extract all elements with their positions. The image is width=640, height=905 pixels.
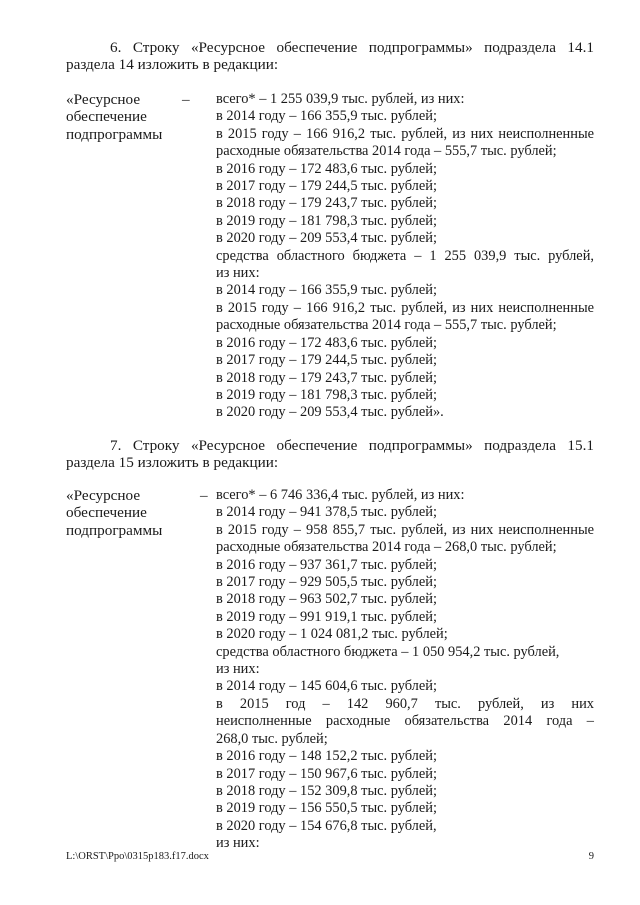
file-path: L:\ORST\Ppo\0315p183.f17.docx — [66, 851, 209, 862]
content-line: расходные обязательства 2014 года – 268,0 тыс. рублей; — [216, 539, 557, 556]
content-line: в 2017 году – 929 505,5 тыс. рублей; — [216, 574, 437, 591]
content-line: неисполненные расходные обязательства 2014 года – — [216, 713, 594, 730]
content-line: из них: — [216, 661, 260, 678]
content-line: в 2016 году – 172 483,6 тыс. рублей; — [216, 160, 437, 177]
content-line: в 2018 году – 179 243,7 тыс. рублей; — [216, 369, 437, 386]
label-line: подпрограммы — [66, 125, 163, 143]
content-line: в 2018 году – 963 502,7 тыс. рублей; — [216, 591, 437, 608]
content-line: 268,0 тыс. рублей; — [216, 730, 328, 747]
content-line: в 2017 году – 150 967,6 тыс. рублей; — [216, 765, 437, 782]
content-line: в 2016 году – 148 152,2 тыс. рублей; — [216, 748, 437, 765]
content-line: всего* – 6 746 336,4 тыс. рублей, из них: — [216, 487, 465, 503]
page-number: 9 — [588, 851, 594, 862]
section-6-dash: – — [182, 91, 190, 108]
section-7-heading-line2: раздела 15 изложить в редакции: — [66, 454, 279, 472]
content-line: в 2015 году – 166 916,2 тыс. рублей, из них неисполненные — [216, 125, 594, 142]
content-line: в 2015 год – 142 960,7 тыс. рублей, из них — [216, 695, 594, 712]
content-line: в 2015 году – 166 916,2 тыс. рублей, из них неисполненные — [216, 299, 594, 316]
content-line: в 2018 году – 179 243,7 тыс. рублей; — [216, 195, 437, 212]
content-line: в 2020 году – 1 024 081,2 тыс. рублей; — [216, 626, 448, 643]
section-6-heading-line2: раздела 14 изложить в редакции: — [66, 56, 279, 74]
content-line: из них: — [216, 835, 260, 852]
content-line: в 2018 году – 152 309,8 тыс. рублей; — [216, 782, 437, 799]
content-line: в 2014 году – 166 355,9 тыс. рублей; — [216, 108, 437, 125]
content-line: в 2014 году – 166 355,9 тыс. рублей; — [216, 282, 437, 299]
content-line: в 2019 году – 156 550,5 тыс. рублей; — [216, 800, 437, 817]
section-7-row-label — [66, 487, 186, 539]
content-line: в 2019 году – 181 798,3 тыс. рублей; — [216, 386, 437, 403]
section-7-dash: – — [200, 487, 208, 504]
content-line: в 2020 году – 209 553,4 тыс. рублей; — [216, 230, 437, 247]
section-7-heading-line1: 7. Строку «Ресурсное обеспечение подпрограммы» подраздела 15.1 — [110, 437, 594, 454]
content-line: в 2020 году – 154 676,8 тыс. рублей, — [216, 817, 437, 834]
content-line: в 2017 году – 179 244,5 тыс. рублей; — [216, 352, 437, 369]
content-line: из них: — [216, 265, 260, 282]
label-line: подпрограммы — [66, 521, 163, 539]
content-line: в 2019 году – 991 919,1 тыс. рублей; — [216, 608, 437, 625]
label-line: обеспечение — [66, 108, 147, 126]
content-line: в 2016 году – 937 361,7 тыс. рублей; — [216, 556, 437, 573]
content-line: в 2020 году – 209 553,4 тыс. рублей». — [216, 404, 444, 421]
content-line: в 2017 году – 179 244,5 тыс. рублей; — [216, 178, 437, 195]
label-line: «Ресурсное — [66, 91, 141, 108]
label-line: «Ресурсное — [66, 487, 141, 504]
content-line: средства областного бюджета – 1 050 954,2 тыс. рублей, — [216, 643, 560, 660]
section-6-row-label — [66, 91, 186, 143]
label-line: обеспечение — [66, 504, 147, 522]
section-6-row-content — [216, 91, 594, 422]
content-line: всего* – 1 255 039,9 тыс. рублей, из них: — [216, 91, 465, 107]
content-line: средства областного бюджета – 1 255 039,9 тыс. рублей, — [216, 247, 594, 264]
content-line: в 2016 году – 172 483,6 тыс. рублей; — [216, 334, 437, 351]
content-line: в 2014 году – 941 378,5 тыс. рублей; — [216, 504, 437, 521]
content-line: в 2015 году – 958 855,7 тыс. рублей, из них неисполненные — [216, 521, 594, 538]
content-line: расходные обязательства 2014 года – 555,7 тыс. рублей; — [216, 143, 557, 160]
section-6-heading-line1: 6. Строку «Ресурсное обеспечение подпрограммы» подраздела 14.1 — [110, 39, 594, 56]
section-7-heading — [66, 437, 594, 472]
section-6-heading — [66, 39, 594, 74]
section-7-row-content — [216, 487, 594, 853]
content-line: в 2019 году – 181 798,3 тыс. рублей; — [216, 212, 437, 229]
content-line: расходные обязательства 2014 года – 555,7 тыс. рублей; — [216, 317, 557, 334]
content-line: в 2014 году – 145 604,6 тыс. рублей; — [216, 678, 437, 695]
